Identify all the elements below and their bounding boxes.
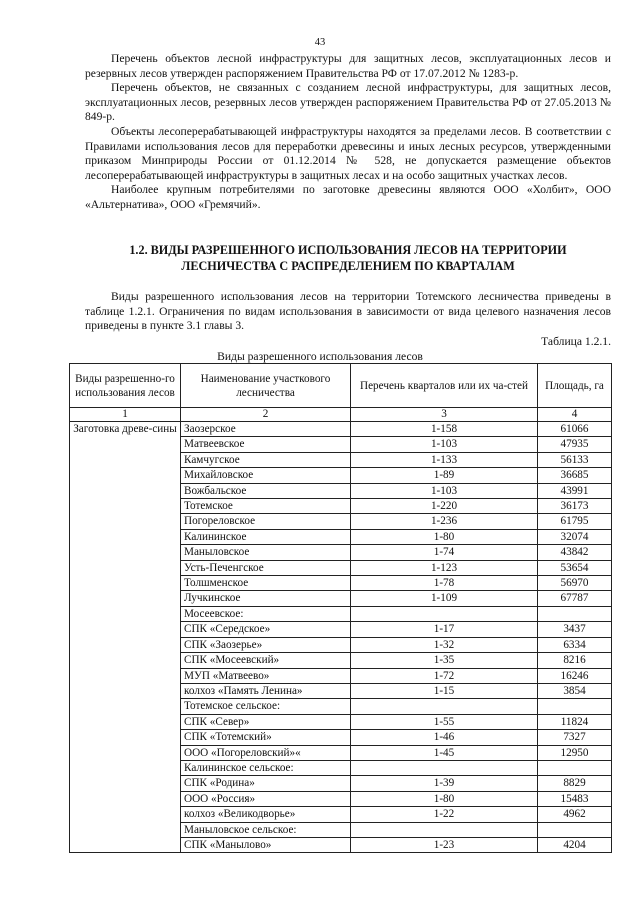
header-quarters: Перечень кварталов или их ча-стей <box>351 364 538 408</box>
cell-area: 67787 <box>538 591 612 606</box>
cell-forestry-name: ООО «Россия» <box>181 791 351 806</box>
cell-quarters: 1-72 <box>351 668 538 683</box>
cell-quarters: 1-123 <box>351 560 538 575</box>
cell-quarters: 1-74 <box>351 545 538 560</box>
cell-forestry-name: колхоз «Память Ленина» <box>181 683 351 698</box>
cell-forestry-name: Тотемское <box>181 499 351 514</box>
cell-forestry-name: СПК «Манылово» <box>181 837 351 852</box>
cell-quarters: 1-158 <box>351 422 538 437</box>
cell-quarters: 1-17 <box>351 622 538 637</box>
cell-forestry-name: СПК «Заозерье» <box>181 637 351 652</box>
cell-forestry-name: ООО «Погореловский»« <box>181 745 351 760</box>
cell-area: 8829 <box>538 776 612 791</box>
paragraph-major-consumers: Наиболее крупным потребителями по заготовке древесины являются ООО «Холбит», ООО «Альтернатива», ООО «Гремячий». <box>85 183 611 211</box>
cell-quarters: 1-35 <box>351 653 538 668</box>
section-heading <box>85 243 611 274</box>
cell-quarters: 1-109 <box>351 591 538 606</box>
paragraph-non-infrastructure-list: Перечень объектов, не связанных с созданием лесной инфраструктуры, для защитных лесов, эксплуатационных лесов, резервных лесов утвержден распоряжением Правительства РФ от 27.05.2013 № 849-р. <box>85 81 611 124</box>
table-label: Таблица 1.2.1. <box>541 335 611 348</box>
cell-area: 56133 <box>538 452 612 467</box>
cell-quarters <box>351 760 538 775</box>
cell-forestry-name: Мосеевское: <box>181 606 351 621</box>
column-number: 3 <box>351 408 538 422</box>
cell-use-type: Заготовка древе-сины <box>70 422 181 853</box>
cell-forestry-name: Калининское сельское: <box>181 760 351 775</box>
cell-forestry-name: СПК «Тотемский» <box>181 730 351 745</box>
cell-quarters: 1-236 <box>351 514 538 529</box>
cell-forestry-name: СПК «Север» <box>181 714 351 729</box>
page-number: 43 <box>314 37 326 48</box>
table-row <box>70 422 612 437</box>
cell-quarters: 1-23 <box>351 837 538 852</box>
cell-forestry-name: СПК «Родина» <box>181 776 351 791</box>
cell-quarters: 1-103 <box>351 483 538 498</box>
cell-forestry-name: Лучкинское <box>181 591 351 606</box>
cell-area <box>538 699 612 714</box>
cell-quarters: 1-103 <box>351 437 538 452</box>
cell-area: 16246 <box>538 668 612 683</box>
cell-area: 32074 <box>538 529 612 544</box>
cell-forestry-name: Усть-Печенгское <box>181 560 351 575</box>
cell-area <box>538 760 612 775</box>
cell-quarters: 1-89 <box>351 468 538 483</box>
cell-area: 3437 <box>538 622 612 637</box>
cell-forestry-name: Калининское <box>181 529 351 544</box>
section-heading-line-1: 1.2. ВИДЫ РАЗРЕШЕННОГО ИСПОЛЬЗОВАНИЯ ЛЕСОВ НА ТЕРРИТОРИИ <box>129 243 567 257</box>
cell-forestry-name: Михайловское <box>181 468 351 483</box>
cell-quarters: 1-80 <box>351 791 538 806</box>
header-use-type: Виды разрешенно-го использования лесов <box>70 364 181 408</box>
cell-forestry-name: МУП «Матвеево» <box>181 668 351 683</box>
cell-forestry-name: Матвеевское <box>181 437 351 452</box>
cell-area: 56970 <box>538 576 612 591</box>
header-area: Площадь, га <box>538 364 612 408</box>
cell-quarters: 1-55 <box>351 714 538 729</box>
cell-area: 61795 <box>538 514 612 529</box>
cell-forestry-name: Тотемское сельское: <box>181 699 351 714</box>
cell-area: 36173 <box>538 499 612 514</box>
cell-area: 43842 <box>538 545 612 560</box>
cell-quarters: 1-39 <box>351 776 538 791</box>
cell-area: 6334 <box>538 637 612 652</box>
table-caption: Виды разрешенного использования лесов <box>217 350 423 363</box>
cell-area: 36685 <box>538 468 612 483</box>
cell-quarters: 1-46 <box>351 730 538 745</box>
cell-forestry-name: СПК «Мосеевский» <box>181 653 351 668</box>
cell-forestry-name: СПК «Середское» <box>181 622 351 637</box>
cell-area: 8216 <box>538 653 612 668</box>
cell-quarters <box>351 822 538 837</box>
cell-quarters: 1-45 <box>351 745 538 760</box>
cell-area: 43991 <box>538 483 612 498</box>
column-number: 2 <box>181 408 351 422</box>
cell-forestry-name: колхоз «Великодворье» <box>181 807 351 822</box>
table-header-row <box>70 364 612 408</box>
cell-quarters: 1-133 <box>351 452 538 467</box>
column-number: 4 <box>538 408 612 422</box>
cell-area: 53654 <box>538 560 612 575</box>
cell-quarters: 1-15 <box>351 683 538 698</box>
table-body <box>70 422 612 853</box>
cell-area <box>538 606 612 621</box>
paragraph-table-intro: Виды разрешенного использования лесов на территории Тотемского лесничества приведены в таблице 1.2.1. Ограничения по видам использования в зависимости от вида целевого назначения лесов приведены в пункте 3.1 главы 3. <box>85 290 611 333</box>
cell-quarters: 1-80 <box>351 529 538 544</box>
cell-quarters: 1-22 <box>351 807 538 822</box>
cell-quarters: 1-220 <box>351 499 538 514</box>
cell-forestry-name: Погореловское <box>181 514 351 529</box>
cell-area: 61066 <box>538 422 612 437</box>
cell-forestry-name: Маныловское <box>181 545 351 560</box>
cell-area: 7327 <box>538 730 612 745</box>
cell-area <box>538 822 612 837</box>
cell-forestry-name: Вожбальское <box>181 483 351 498</box>
permitted-use-table <box>69 363 612 853</box>
paragraph-processing-objects: Объекты лесоперерабатывающей инфраструктуры находятся за пределами лесов. В соответствии с Правилами использования лесов для переработки древесины и иных лесных ресурсов, утвержденными приказом Минприроды России от 01.12.2014 № 528, не допускается размещение объектов лесоперерабатывающей инфраструктуры в защитных лесах и на особо защитных участках лесов. <box>85 124 611 182</box>
header-forestry-name: Наименование участкового лесничества <box>181 364 351 408</box>
body-text-intro <box>85 290 611 334</box>
cell-area: 12950 <box>538 745 612 760</box>
cell-area: 47935 <box>538 437 612 452</box>
cell-area: 4962 <box>538 807 612 822</box>
section-heading-line-2: ЛЕСНИЧЕСТВА С РАСПРЕДЕЛЕНИЕМ ПО КВАРТАЛАМ <box>181 258 515 273</box>
table-column-numbers-row <box>70 408 612 422</box>
body-text-top <box>85 52 611 213</box>
cell-quarters <box>351 699 538 714</box>
cell-quarters: 1-78 <box>351 576 538 591</box>
cell-forestry-name: Камчугское <box>181 452 351 467</box>
column-number: 1 <box>70 408 181 422</box>
cell-area: 11824 <box>538 714 612 729</box>
cell-area: 4204 <box>538 837 612 852</box>
cell-forestry-name: Заозерское <box>181 422 351 437</box>
cell-quarters <box>351 606 538 621</box>
cell-forestry-name: Маныловское сельское: <box>181 822 351 837</box>
cell-area: 15483 <box>538 791 612 806</box>
cell-area: 3854 <box>538 683 612 698</box>
cell-forestry-name: Толшменское <box>181 576 351 591</box>
cell-quarters: 1-32 <box>351 637 538 652</box>
paragraph-infrastructure-list: Перечень объектов лесной инфраструктуры для защитных лесов, эксплуатационных лесов и резервных лесов утвержден распоряжением Правительства РФ от 17.07.2012 № 1283-р. <box>85 52 611 80</box>
